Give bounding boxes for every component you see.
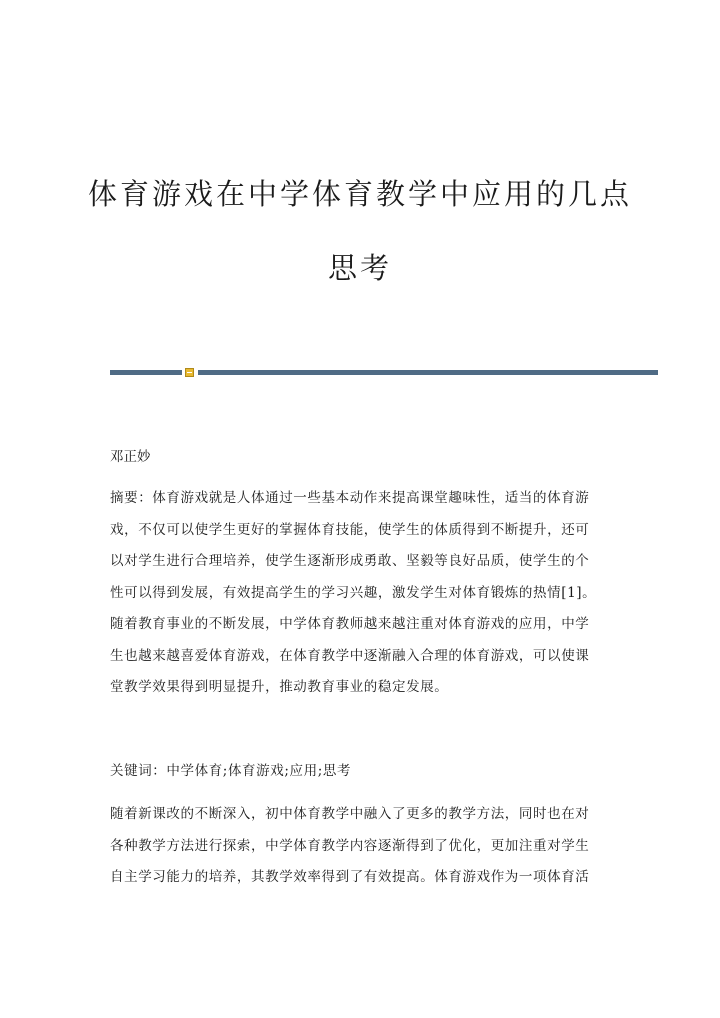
- divider-marker-icon: [185, 368, 194, 377]
- body-paragraph: [110, 804, 606, 899]
- abstract-line: 以对学生进行合理培养，使学生逐渐形成勇敢、坚毅等良好品质，使学生的个: [110, 553, 590, 569]
- abstract-line: 堂教学效果得到明显提升，推动教育事业的稳定发展。: [110, 679, 449, 695]
- body-line: 随着新课改的不断深入，初中体育教学中融入了更多的教学方法，同时也在对: [110, 806, 590, 822]
- divider-left-segment: [110, 370, 182, 375]
- abstract-line: 性可以得到发展，有效提高学生的学习兴趣，激发学生对体育锻炼的热情[1]。: [110, 584, 597, 601]
- title-divider: [110, 368, 658, 376]
- keywords-line: 关键词：中学体育;体育游戏;应用;思考: [110, 763, 352, 779]
- keywords-paragraph: [110, 761, 606, 793]
- abstract-paragraph: [110, 488, 606, 709]
- abstract-line: 随着教育事业的不断发展，中学体育教师越来越注重对体育游戏的应用，中学: [110, 616, 590, 632]
- body-line: 各种教学方法进行探索，中学体育教学内容逐渐得到了优化，更加注重对学生: [110, 837, 590, 854]
- abstract-line: 戏，不仅可以使学生更好的掌握体育技能，使学生的体质得到不断提升，还可: [110, 521, 590, 538]
- document-title-line-2: 思考: [327, 251, 392, 285]
- document-title-line-1: 体育游戏在中学体育教学中应用的几点: [87, 177, 632, 211]
- author-name: 邓正妙: [110, 449, 151, 465]
- abstract-line: 摘要：体育游戏就是人体通过一些基本动作来提高课堂趣味性，适当的体育游: [110, 490, 590, 506]
- abstract-line: 生也越来越喜爱体育游戏，在体育教学中逐渐融入合理的体育游戏，可以使课: [110, 647, 590, 664]
- body-line: 自主学习能力的培养，其教学效率得到了有效提高。体育游戏作为一项体育活: [110, 869, 590, 885]
- divider-right-segment: [198, 370, 658, 375]
